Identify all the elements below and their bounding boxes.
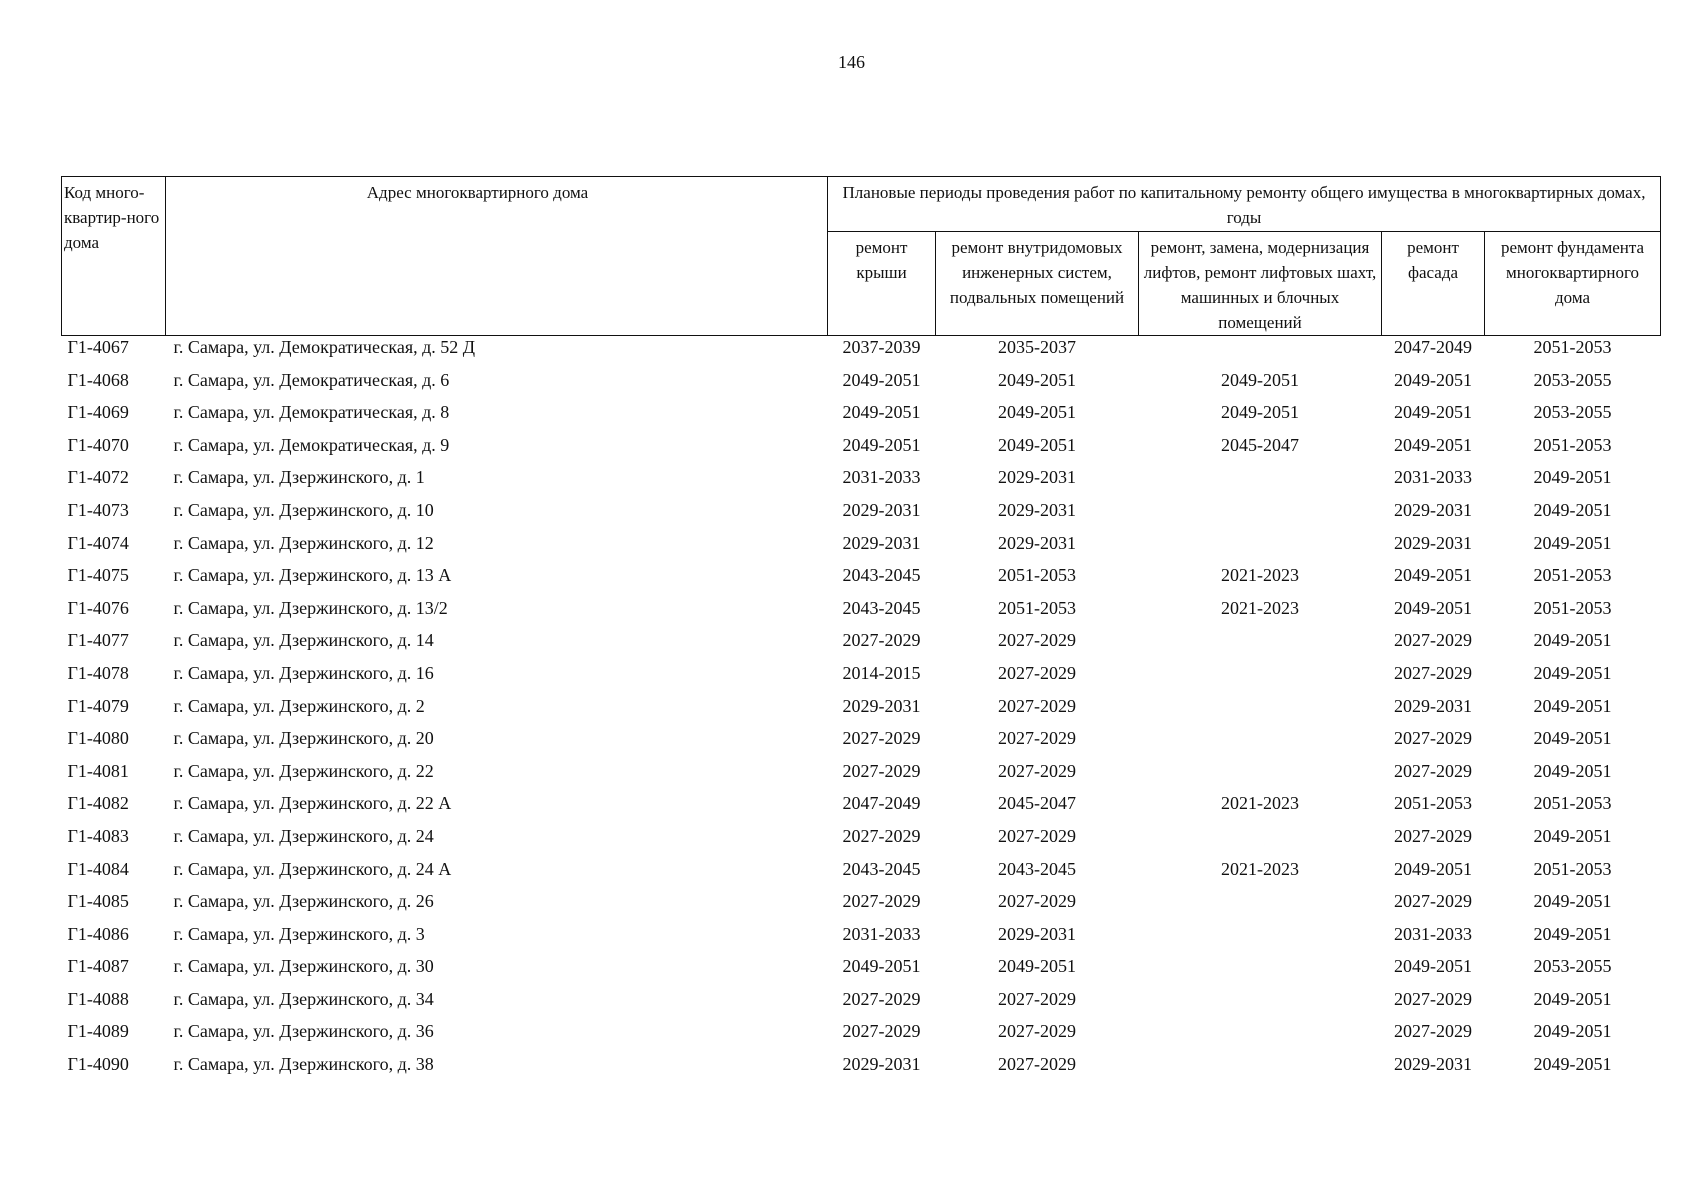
cell-lifts: [1139, 1020, 1382, 1053]
cell-foundation: 2049-2051: [1533, 695, 1612, 716]
cell-roof: 2047-2049: [842, 793, 921, 814]
cell-facade: 2027-2029: [1394, 630, 1472, 651]
table-body: [62, 336, 1661, 1086]
cell-foundation: 2049-2051: [1533, 662, 1612, 683]
cell-code: Г1-4089: [67, 1021, 129, 1042]
cell-code: Г1-4080: [67, 728, 129, 749]
cell-facade: 2027-2029: [1394, 760, 1472, 781]
cell-code: Г1-4082: [67, 793, 129, 814]
cell-roof: 2049-2051: [842, 956, 921, 977]
cell-systems: 2027-2029: [998, 1054, 1076, 1075]
cell-foundation: 2053-2055: [1533, 369, 1612, 390]
cell-address: г. Самара, ул. Дзержинского, д. 1: [173, 467, 425, 488]
cell-facade: 2029-2031: [1394, 499, 1472, 520]
cell-lifts: [1139, 499, 1382, 532]
cell-systems: 2049-2051: [998, 434, 1076, 455]
cell-roof: 2027-2029: [842, 1021, 921, 1042]
cell-code: Г1-4083: [67, 825, 129, 846]
cell-code: Г1-4087: [67, 956, 129, 977]
cell-foundation: 2049-2051: [1533, 499, 1612, 520]
cell-address: г. Самара, ул. Демократическая, д. 9: [173, 434, 450, 455]
table-row: [62, 336, 1661, 369]
cell-address: г. Самара, ул. Дзержинского, д. 38: [173, 1054, 434, 1075]
cell-systems: 2045-2047: [998, 793, 1076, 814]
cell-facade: 2029-2031: [1394, 695, 1472, 716]
cell-systems: 2029-2031: [998, 467, 1076, 488]
cell-foundation: 2051-2053: [1533, 793, 1612, 814]
table-row: [62, 466, 1661, 499]
cell-code: Г1-4090: [67, 1054, 129, 1075]
cell-address: г. Самара, ул. Дзержинского, д. 20: [173, 728, 434, 749]
cell-lifts: [1139, 1053, 1382, 1086]
cell-code: Г1-4088: [67, 988, 129, 1009]
cell-systems: 2043-2045: [998, 858, 1076, 879]
cell-foundation: 2051-2053: [1533, 337, 1612, 357]
cell-systems: 2049-2051: [998, 402, 1076, 423]
cell-lifts: [1139, 695, 1382, 728]
cell-lifts: [1139, 727, 1382, 760]
cell-facade: 2049-2051: [1394, 597, 1472, 618]
header-address: Адрес многоквартирного дома: [166, 177, 828, 336]
cell-systems: 2049-2051: [998, 369, 1076, 390]
table-row: [62, 760, 1661, 793]
table-row: [62, 792, 1661, 825]
cell-lifts: [1139, 890, 1382, 923]
cell-foundation: 2051-2053: [1533, 565, 1612, 586]
header-roof: ремонт крыши: [828, 232, 936, 336]
cell-foundation: 2049-2051: [1533, 825, 1612, 846]
cell-code: Г1-4086: [67, 923, 129, 944]
cell-foundation: 2049-2051: [1533, 467, 1612, 488]
cell-code: Г1-4072: [67, 467, 129, 488]
table-row: [62, 988, 1661, 1021]
table-row: [62, 923, 1661, 956]
cell-foundation: 2049-2051: [1533, 1021, 1612, 1042]
cell-systems: 2027-2029: [998, 891, 1076, 912]
table-header: [62, 177, 1661, 336]
cell-address: г. Самара, ул. Дзержинского, д. 30: [173, 956, 434, 977]
cell-code: Г1-4084: [67, 858, 129, 879]
cell-roof: 2037-2039: [842, 337, 921, 357]
cell-foundation: 2049-2051: [1533, 891, 1612, 912]
cell-systems: 2049-2051: [998, 956, 1076, 977]
table-row: [62, 825, 1661, 858]
cell-systems: 2051-2053: [998, 565, 1076, 586]
table-row: [62, 858, 1661, 891]
cell-systems: 2027-2029: [998, 825, 1076, 846]
cell-address: г. Самара, ул. Дзержинского, д. 3: [173, 923, 425, 944]
table-row: [62, 727, 1661, 760]
cell-address: г. Самара, ул. Дзержинского, д. 36: [173, 1021, 434, 1042]
page-number: 146: [838, 52, 865, 72]
cell-lifts: 2021-2023: [1221, 597, 1299, 618]
cell-lifts: 2045-2047: [1221, 434, 1299, 455]
cell-roof: 2029-2031: [842, 695, 921, 716]
cell-lifts: [1139, 629, 1382, 662]
header-foundation: ремонт фундамента многоквартирного дома: [1485, 232, 1661, 336]
cell-address: г. Самара, ул. Дзержинского, д. 24: [173, 825, 434, 846]
cell-foundation: 2049-2051: [1533, 988, 1612, 1009]
cell-roof: 2027-2029: [842, 728, 921, 749]
cell-code: Г1-4070: [67, 434, 129, 455]
cell-address: г. Самара, ул. Демократическая, д. 6: [173, 369, 450, 390]
capital-repair-table: [61, 176, 1661, 1086]
cell-lifts: [1139, 955, 1382, 988]
cell-roof: 2027-2029: [842, 760, 921, 781]
cell-foundation: 2049-2051: [1533, 532, 1612, 553]
cell-address: г. Самара, ул. Дзержинского, д. 12: [173, 532, 434, 553]
cell-lifts: [1139, 923, 1382, 956]
cell-code: Г1-4077: [67, 630, 129, 651]
table-row: [62, 597, 1661, 630]
cell-address: г. Самара, ул. Дзержинского, д. 2: [173, 695, 425, 716]
table-row: [62, 369, 1661, 402]
cell-facade: 2051-2053: [1394, 793, 1472, 814]
cell-lifts: [1139, 760, 1382, 793]
cell-facade: 2049-2051: [1394, 858, 1472, 879]
table-row: [62, 499, 1661, 532]
cell-systems: 2027-2029: [998, 662, 1076, 683]
cell-roof: 2027-2029: [842, 630, 921, 651]
cell-address: г. Самара, ул. Дзержинского, д. 13/2: [173, 597, 448, 618]
cell-code: Г1-4078: [67, 662, 129, 683]
cell-systems: 2027-2029: [998, 728, 1076, 749]
cell-code: Г1-4074: [67, 532, 129, 553]
cell-facade: 2027-2029: [1394, 825, 1472, 846]
table-row: [62, 1053, 1661, 1086]
cell-foundation: 2053-2055: [1533, 402, 1612, 423]
cell-facade: 2031-2033: [1394, 467, 1472, 488]
cell-systems: 2027-2029: [998, 760, 1076, 781]
table-row: [62, 890, 1661, 923]
cell-roof: 2027-2029: [842, 988, 921, 1009]
cell-systems: 2029-2031: [998, 532, 1076, 553]
cell-roof: 2027-2029: [842, 891, 921, 912]
header-systems: ремонт внутридомовых инженерных систем, подвальных помещений: [936, 232, 1139, 336]
table-row: [62, 695, 1661, 728]
cell-systems: 2027-2029: [998, 988, 1076, 1009]
cell-roof: 2043-2045: [842, 858, 921, 879]
cell-address: г. Самара, ул. Дзержинского, д. 14: [173, 630, 434, 651]
cell-address: г. Самара, ул. Дзержинского, д. 22: [173, 760, 434, 781]
table-row: [62, 955, 1661, 988]
cell-lifts: [1139, 532, 1382, 565]
cell-facade: 2027-2029: [1394, 662, 1472, 683]
cell-code: Г1-4067: [67, 337, 129, 357]
cell-facade: 2027-2029: [1394, 1021, 1472, 1042]
cell-foundation: 2049-2051: [1533, 630, 1612, 651]
cell-facade: 2031-2033: [1394, 923, 1472, 944]
cell-code: Г1-4069: [67, 402, 129, 423]
header-lifts: ремонт, замена, модернизация лифтов, ремонт лифтовых шахт, машинных и блочных помещений: [1139, 232, 1382, 336]
table-row: [62, 1020, 1661, 1053]
cell-address: г. Самара, ул. Дзержинского, д. 34: [173, 988, 434, 1009]
cell-roof: 2029-2031: [842, 532, 921, 553]
cell-roof: 2031-2033: [842, 467, 921, 488]
cell-lifts: 2049-2051: [1221, 402, 1299, 423]
cell-systems: 2051-2053: [998, 597, 1076, 618]
cell-code: Г1-4075: [67, 565, 129, 586]
cell-roof: 2043-2045: [842, 597, 921, 618]
cell-foundation: 2051-2053: [1533, 434, 1612, 455]
cell-roof: 2043-2045: [842, 565, 921, 586]
cell-lifts: [1139, 662, 1382, 695]
cell-foundation: 2049-2051: [1533, 1054, 1612, 1075]
cell-lifts: [1139, 988, 1382, 1021]
cell-address: г. Самара, ул. Дзержинского, д. 16: [173, 662, 434, 683]
cell-facade: 2049-2051: [1394, 956, 1472, 977]
cell-foundation: 2049-2051: [1533, 760, 1612, 781]
cell-lifts: 2021-2023: [1221, 565, 1299, 586]
cell-systems: 2029-2031: [998, 923, 1076, 944]
cell-facade: 2027-2029: [1394, 891, 1472, 912]
cell-address: г. Самара, ул. Дзержинского, д. 13 А: [173, 565, 452, 586]
table-row: [62, 434, 1661, 467]
cell-roof: 2027-2029: [842, 825, 921, 846]
cell-foundation: 2051-2053: [1533, 597, 1612, 618]
table-row: [62, 629, 1661, 662]
cell-address: г. Самара, ул. Дзержинского, д. 22 А: [173, 793, 452, 814]
header-code: Код много-квартир-ного дома: [62, 177, 166, 336]
cell-foundation: 2049-2051: [1533, 923, 1612, 944]
cell-roof: 2049-2051: [842, 434, 921, 455]
cell-address: г. Самара, ул. Дзержинского, д. 24 А: [173, 858, 452, 879]
cell-code: Г1-4073: [67, 499, 129, 520]
cell-systems: 2027-2029: [998, 695, 1076, 716]
cell-facade: 2049-2051: [1394, 434, 1472, 455]
cell-lifts: 2021-2023: [1221, 793, 1299, 814]
cell-roof: 2014-2015: [842, 662, 921, 683]
cell-roof: 2049-2051: [842, 402, 921, 423]
cell-code: Г1-4076: [67, 597, 129, 618]
cell-systems: 2029-2031: [998, 499, 1076, 520]
cell-code: Г1-4081: [67, 760, 129, 781]
cell-facade: 2029-2031: [1394, 532, 1472, 553]
cell-systems: 2027-2029: [998, 630, 1076, 651]
table-row: [62, 401, 1661, 434]
header-planned-periods: Плановые периоды проведения работ по капитальному ремонту общего имущества в многоквартирных домах, годы: [828, 177, 1661, 232]
cell-roof: 2029-2031: [842, 499, 921, 520]
cell-roof: 2049-2051: [842, 369, 921, 390]
table-row: [62, 564, 1661, 597]
cell-address: г. Самара, ул. Дзержинского, д. 26: [173, 891, 434, 912]
cell-address: г. Самара, ул. Дзержинского, д. 10: [173, 499, 434, 520]
cell-lifts: [1139, 466, 1382, 499]
table-row: [62, 662, 1661, 695]
cell-foundation: 2053-2055: [1533, 956, 1612, 977]
cell-roof: 2029-2031: [842, 1054, 921, 1075]
cell-facade: 2049-2051: [1394, 369, 1472, 390]
cell-lifts: [1139, 336, 1382, 369]
cell-facade: 2047-2049: [1394, 337, 1472, 357]
cell-lifts: 2021-2023: [1221, 858, 1299, 879]
cell-address: г. Самара, ул. Демократическая, д. 52 Д: [173, 337, 476, 357]
cell-facade: 2029-2031: [1394, 1054, 1472, 1075]
cell-lifts: 2049-2051: [1221, 369, 1299, 390]
cell-systems: 2027-2029: [998, 1021, 1076, 1042]
cell-facade: 2049-2051: [1394, 565, 1472, 586]
cell-foundation: 2049-2051: [1533, 728, 1612, 749]
cell-lifts: [1139, 825, 1382, 858]
cell-facade: 2049-2051: [1394, 402, 1472, 423]
cell-address: г. Самара, ул. Демократическая, д. 8: [173, 402, 450, 423]
cell-roof: 2031-2033: [842, 923, 921, 944]
cell-code: Г1-4068: [67, 369, 129, 390]
cell-facade: 2027-2029: [1394, 728, 1472, 749]
header-facade: ремонт фасада: [1382, 232, 1485, 336]
cell-code: Г1-4079: [67, 695, 129, 716]
cell-facade: 2027-2029: [1394, 988, 1472, 1009]
cell-foundation: 2051-2053: [1533, 858, 1612, 879]
cell-code: Г1-4085: [67, 891, 129, 912]
cell-systems: 2035-2037: [998, 337, 1076, 357]
table-row: [62, 532, 1661, 565]
